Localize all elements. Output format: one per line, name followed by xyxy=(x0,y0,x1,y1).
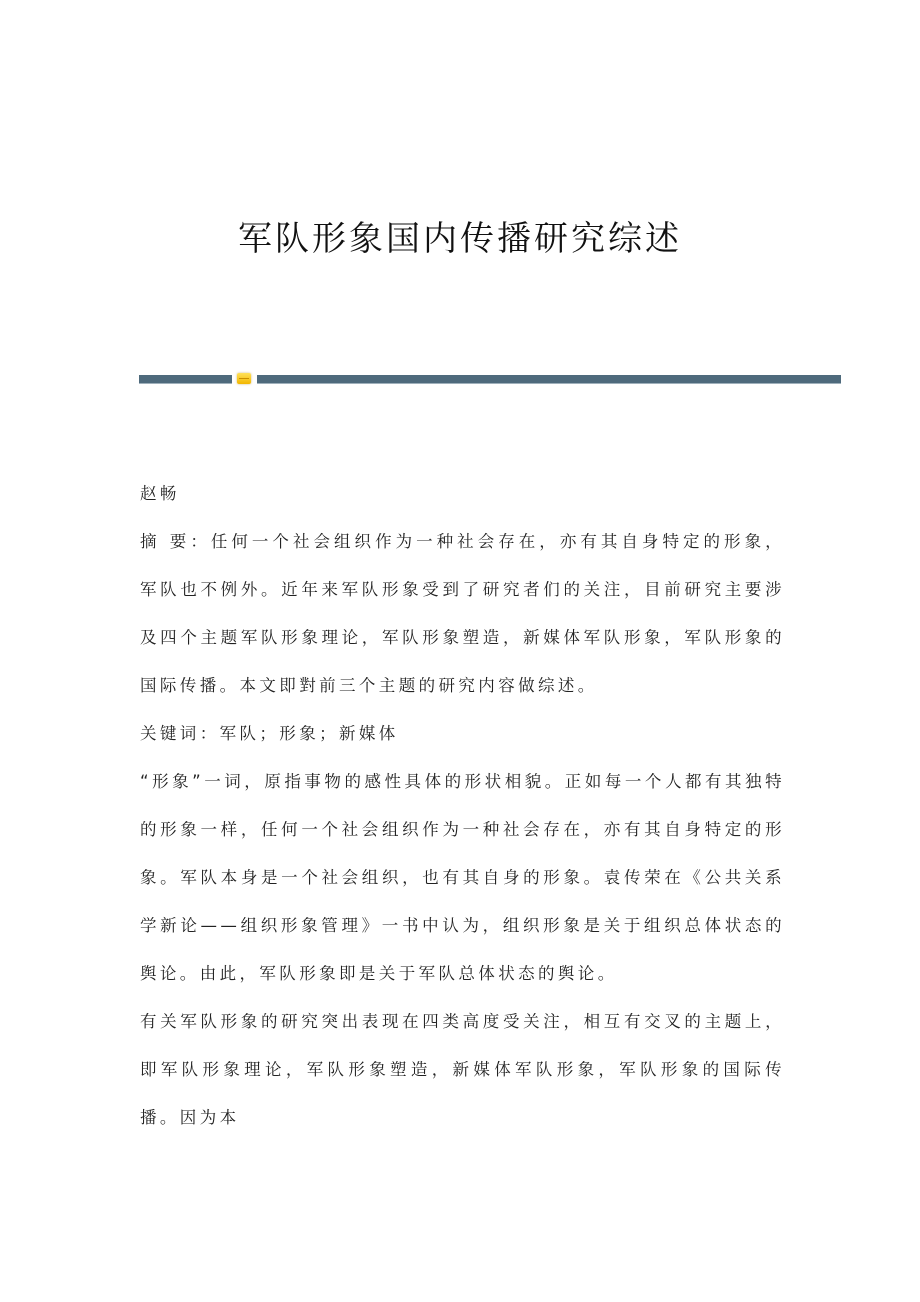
divider-bar-right xyxy=(257,375,841,384)
document-title: 军队形象国内传播研究综述 xyxy=(238,219,682,259)
body-paragraph: 有关军队形象的研究突出表现在四类高度受关注，相互有交叉的主题上，即军队形象理论，军队形象塑造，新媒体军队形象，军队形象的国际传播。因为本 xyxy=(140,1012,785,1127)
body-paragraph: “形象”一词，原指事物的感性具体的形状相貌。正如每一个人都有其独特的形象一样，任何一个社会组织作为一种社会存在，亦有其自身特定的形象。军队本身是一个社会组织，也有其自身的形象。袁传荣在《公共关系学新论——组织形象管理》一书中认为，组织形象是关于组织总体状态的舆论。由此，军队形象即是关于军队总体状态的舆论。 xyxy=(140,772,785,983)
yellow-emblem-icon xyxy=(237,373,251,384)
keywords-line: 关键词：军队；形象；新媒体 xyxy=(140,724,399,743)
divider-bar-left xyxy=(139,375,232,384)
title-divider xyxy=(139,375,841,384)
author-name: 赵畅 xyxy=(140,484,180,503)
abstract-paragraph: 摘 要：任何一个社会组织作为一种社会存在，亦有其自身特定的形象，军队也不例外。近年来军队形象受到了研究者们的关注，目前研究主要涉及四个主题军队形象理论，军队形象塑造，新媒体军队形象，军队形象的国际传播。本文即對前三个主题的研究内容做综述。 xyxy=(140,532,785,695)
document-body xyxy=(140,470,785,1142)
